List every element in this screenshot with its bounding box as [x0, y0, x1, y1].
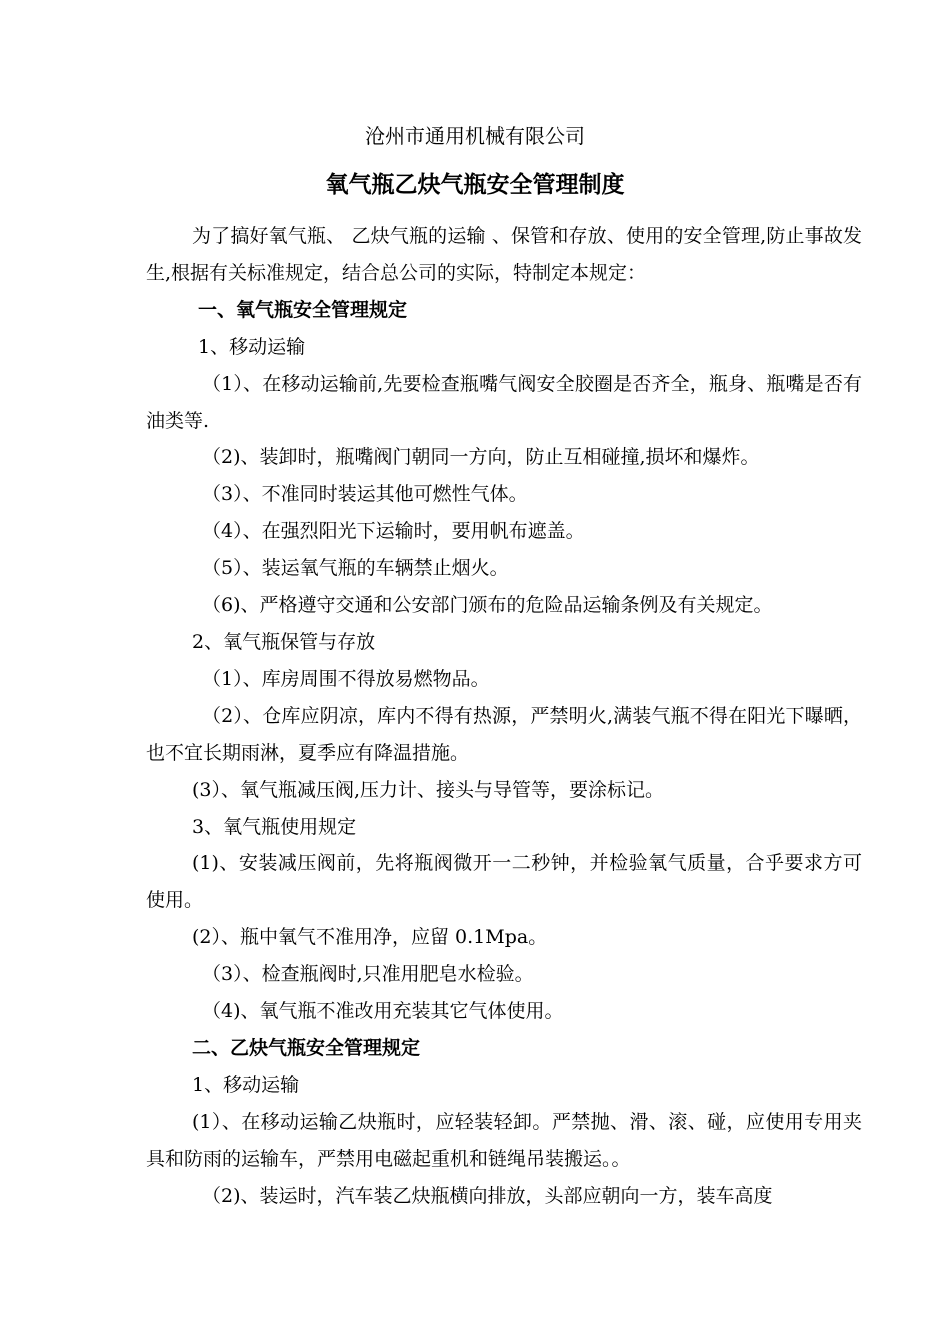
- company-name: 沧州市通用机械有限公司: [365, 124, 585, 148]
- list-item: （2)、装卸时，瓶嘴阀门朝同一方向，防止互相碰撞,损坏和爆炸。: [202, 446, 760, 469]
- list-item: （2）、仓库应阴凉，库内不得有热源，严禁明火,满装气瓶不得在阳光下曝晒，也不宜长期雨淋，夏季应有降温措施。: [146, 704, 862, 764]
- list-item: （4)、氧气瓶不准改用充装其它气体使用。: [202, 1000, 564, 1023]
- document-body: [146, 218, 862, 1214]
- list-item: (3）、氧气瓶减压阀,压力计、接头与导管等，要涂标记。: [192, 778, 665, 801]
- list-item: （3）、检查瓶阀时,只准用肥皂水检验。: [202, 963, 534, 986]
- section-heading-acetylene: 二、乙炔气瓶安全管理规定: [192, 1036, 421, 1059]
- subsection-heading: 3、氧气瓶使用规定: [192, 815, 357, 838]
- intro-paragraph: 为了搞好氧气瓶、 乙炔气瓶的运输 、保管和存放、使用的安全管理,防止事故发生,根据有关标准规定，结合总公司的实际，特制定本规定：: [146, 225, 862, 284]
- list-item: （3）、不准同时装运其他可燃性气体。: [202, 483, 528, 506]
- list-item: (1）、在移动运输乙炔瓶时，应轻装轻卸。严禁抛、滑、滚、碰，应使用专用夹具和防雨的运输车，严禁用电磁起重机和链绳吊装搬运。。: [146, 1110, 862, 1170]
- subsection-heading: 2、氧气瓶保管与存放: [192, 630, 376, 653]
- list-item: （6)、严格遵守交通和公安部门颁布的危险品运输条例及有关规定。: [202, 594, 773, 617]
- subsection-heading: 1、移动运输: [198, 335, 306, 358]
- list-item: （1）、库房周围不得放易燃物品。: [202, 667, 490, 690]
- list-item: (1)、安装减压阀前，先将瓶阀微开一二秒钟，并检验氧气质量，合乎要求方可使用。: [146, 852, 862, 912]
- document-title: 氧气瓶乙炔气瓶安全管理制度: [325, 171, 625, 198]
- list-item: （4）、在强烈阳光下运输时，要用帆布遮盖。: [202, 520, 585, 543]
- list-item: （1）、在移动运输前,先要检查瓶嘴气阀安全胶圈是否齐全，瓶身、瓶嘴是否有油类等.: [146, 372, 862, 432]
- section-heading-oxygen: 一、氧气瓶安全管理规定: [198, 298, 408, 321]
- list-item: （2)、装运时，汽车装乙炔瓶横向排放，头部应朝向一方，装车高度: [202, 1184, 773, 1207]
- list-item: （5）、装运氧气瓶的车辆禁止烟火。: [202, 557, 509, 580]
- subsection-heading: 1、移动运输: [192, 1073, 300, 1096]
- list-item: (2）、瓶中氧气不准用净，应留 0.1Mpa。: [192, 926, 548, 949]
